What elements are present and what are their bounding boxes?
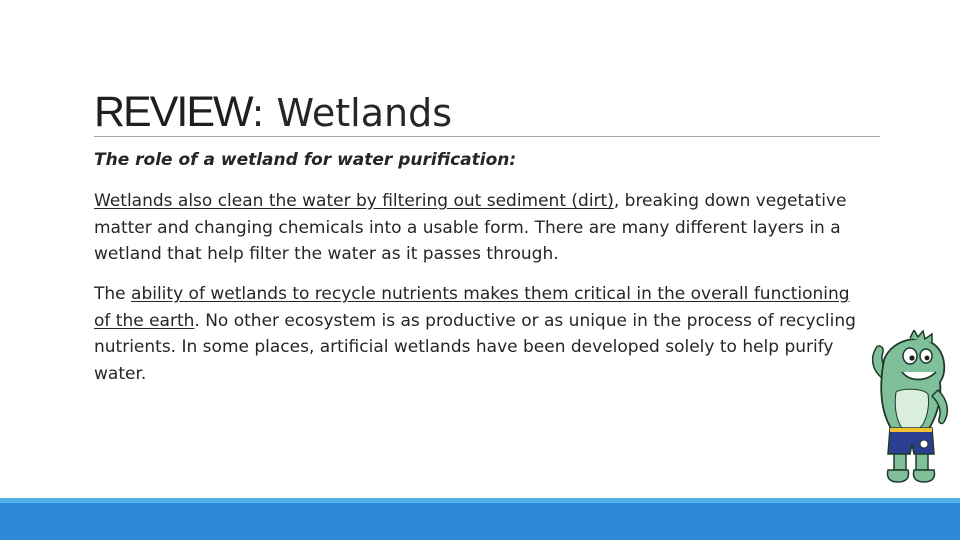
title-divider [94, 136, 880, 137]
footer-bar [0, 498, 960, 540]
paragraph-filtering [94, 188, 864, 268]
slide-subtitle: The role of a wetland for water purification: [94, 150, 517, 170]
paragraph-2-lead: The [94, 284, 132, 304]
fish-mascot-icon [862, 330, 954, 488]
paragraph-1-rest: , breaking down vegetative matter and changing chemicals into a usable form. There are many different layers in a wetland that help filter the water as it passes through. [94, 191, 847, 264]
title-strong: REVIEW [94, 88, 252, 136]
paragraph-recycling [94, 281, 864, 387]
paragraph-1-underlined: Wetlands also clean the water by filtering out sediment (dirt) [94, 191, 614, 211]
paragraph-2-underlined: ability of wetlands to recycle nutrients makes them critical in the overall functioning of the earth [94, 284, 850, 331]
title-rest: : Wetlands [251, 91, 452, 135]
slide-title [94, 88, 452, 139]
paragraph-2-rest: . No other ecosystem is as productive or as unique in the process of recycling nutrients. In some places, artificial wetlands have been developed solely to help purify water. [94, 310, 856, 384]
